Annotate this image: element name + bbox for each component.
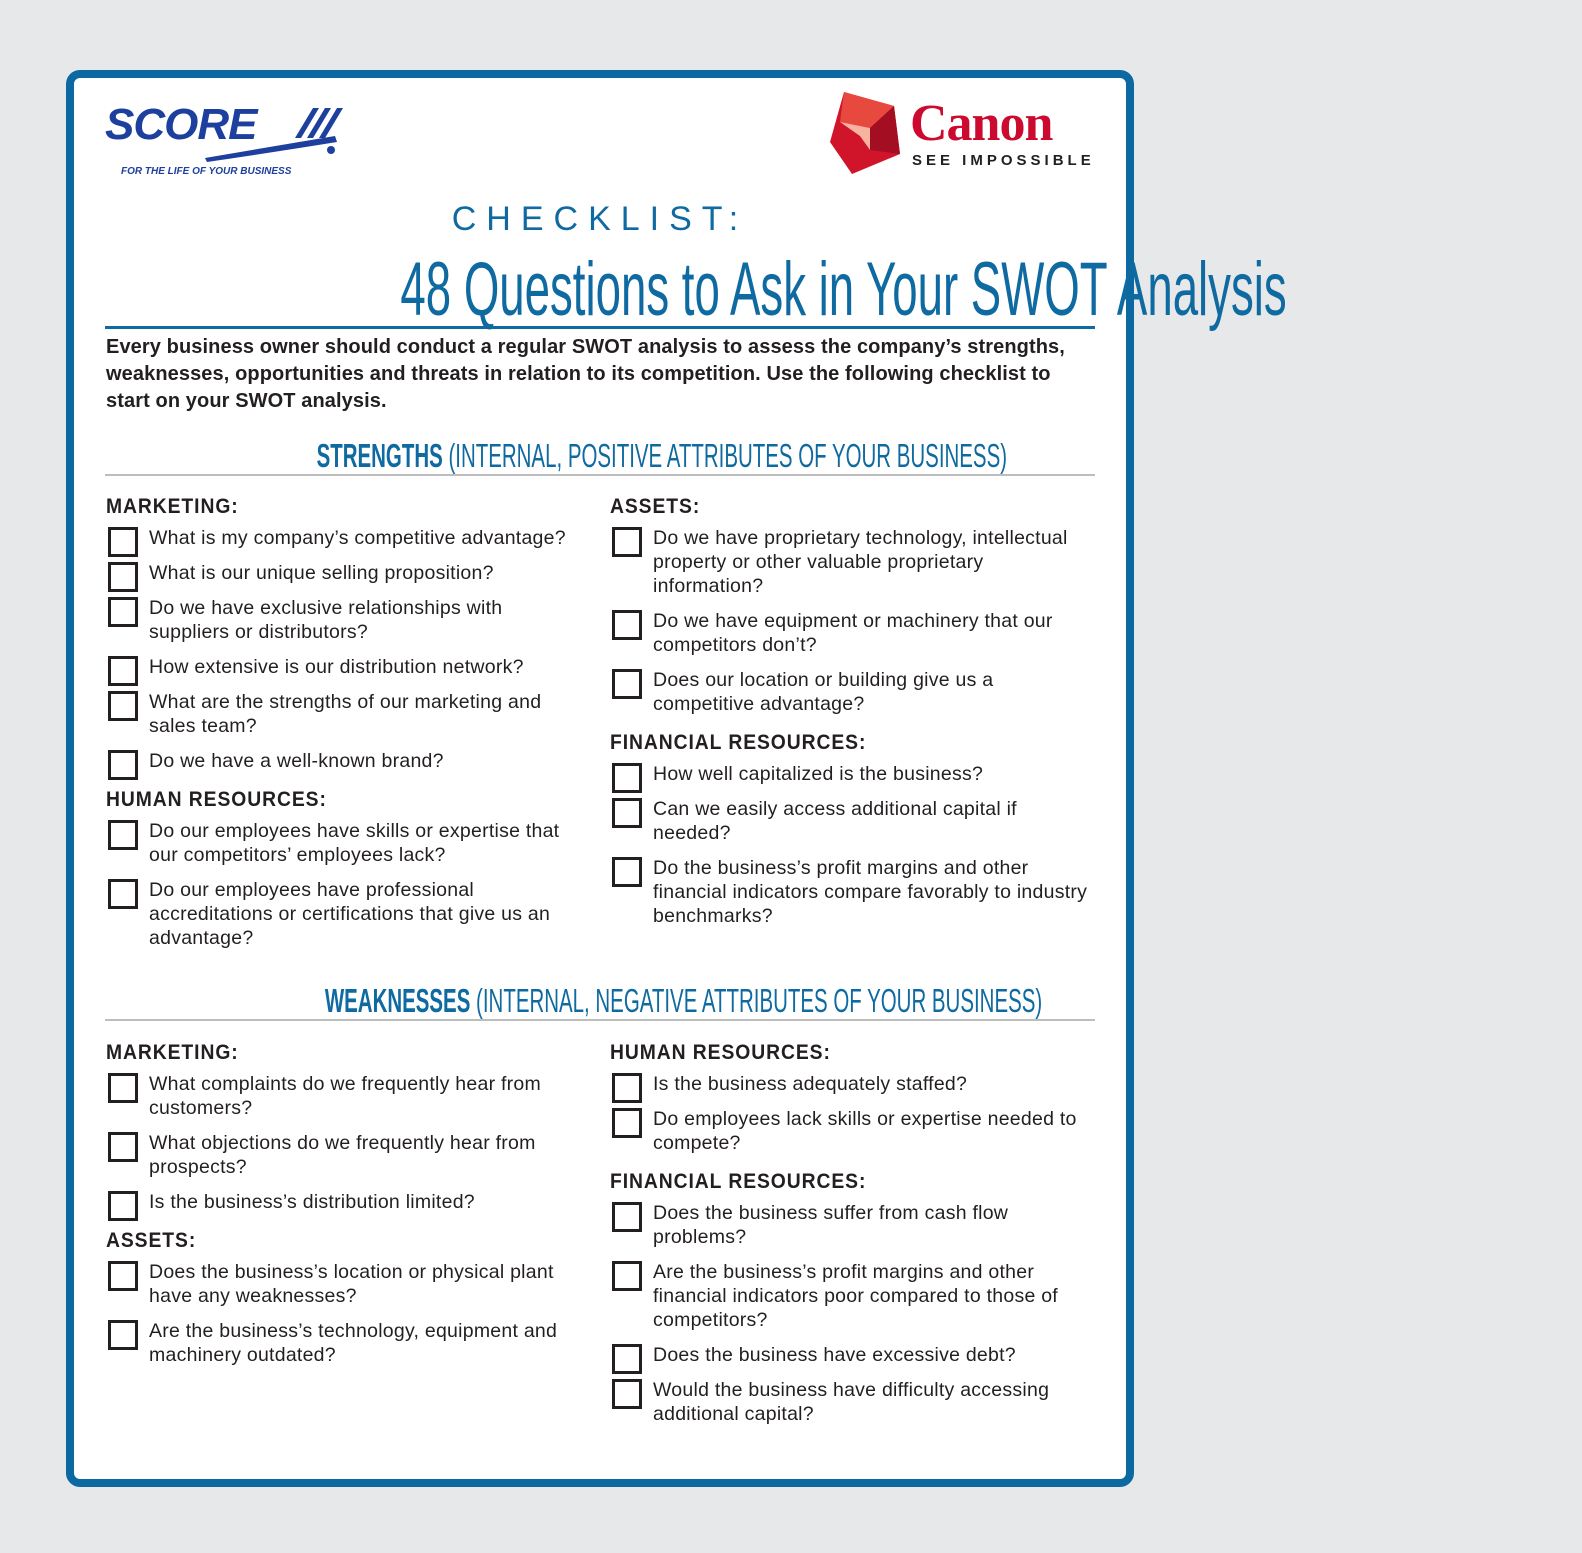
checkbox[interactable] [108,1132,138,1162]
checklist-item [106,690,586,738]
score-swoosh-icon [255,102,345,162]
checklist-item [106,749,586,773]
checklist-item [610,1343,1090,1367]
canon-cube-icon [830,92,902,174]
section-subtitle: (INTERNAL, POSITIVE ATTRIBUTES OF YOUR BUSINESS) [442,437,1008,474]
intro-paragraph: Every business owner should conduct a regular SWOT analysis to assess the company’s strengths, weaknesses, opportunities and threats in relation to its competition. Use the following checklist to start on your SWOT analysis. [106,336,1065,412]
checklist-question: Do our employees have skills or expertise that our competitors’ employees lack? [149,820,560,866]
checkbox[interactable] [612,527,642,557]
checklist-question: Do we have equipment or machinery that our competitors don’t? [653,610,1053,656]
canon-logo [830,92,1095,179]
checklist-item [106,819,586,867]
subsection-heading: ASSETS: [106,1229,197,1252]
checklist-question: Does the business have excessive debt? [653,1344,1016,1366]
checklist-question: How well capitalized is the business? [653,763,984,785]
subsection-heading: FINANCIAL RESOURCES: [610,1170,867,1193]
checklist-item [610,1107,1090,1155]
checklist-question: Do our employees have professional accreditations or certifications that give us an advantage? [149,879,551,949]
checklist-item [106,1260,586,1308]
checkbox[interactable] [108,750,138,780]
section-title: WEAKNESSES [324,982,471,1019]
section-heading-strengths [105,438,1095,476]
checklist-item [610,668,1090,716]
checkbox[interactable] [108,879,138,909]
checklist-question: Do we have proprietary technology, intellectual property or other valuable proprietary information? [653,527,1068,597]
checklist-item [610,1072,1090,1096]
checkbox[interactable] [108,656,138,686]
weaknesses-right-column [610,1040,1090,1437]
checklist-item [106,1072,586,1120]
checkbox[interactable] [612,1202,642,1232]
checklist-item [610,609,1090,657]
score-logo [105,100,292,177]
checklist-item [610,1260,1090,1332]
checklist-question: How extensive is our distribution network? [149,656,524,678]
page-title: 48 Questions to Ask in Your SWOT Analysis [400,247,1287,332]
checklist-question: Would the business have difficulty accessing additional capital? [653,1379,1050,1425]
checklist-question: Do we have exclusive relationships with suppliers or distributors? [149,597,503,643]
checklist-question: Is the business’s distribution limited? [149,1191,475,1213]
strengths-left-column [106,494,586,961]
checkbox[interactable] [108,820,138,850]
checkbox[interactable] [108,597,138,627]
score-wordmark: SCORE [105,100,257,149]
checklist-item [610,1201,1090,1249]
checklist-item [610,856,1090,928]
checklist-question: What is my company’s competitive advantage? [149,527,566,549]
checklist-question: Can we easily access additional capital if needed? [653,798,1017,844]
canon-tagline: SEE IMPOSSIBLE [912,152,1095,169]
checkbox[interactable] [108,562,138,592]
page-title-wrap [105,247,1287,332]
checklist-question: What objections do we frequently hear from prospects? [149,1132,536,1178]
checklist-question: Does the business’s location or physical plant have any weaknesses? [149,1261,554,1307]
checklist-item [610,1378,1090,1426]
checklist-item [106,526,586,550]
subsection-heading: HUMAN RESOURCES: [610,1041,831,1064]
checklist-question: Do we have a well-known brand? [149,750,444,772]
checkbox[interactable] [108,1320,138,1350]
checklist-item [610,762,1090,786]
checklist-question: Does our location or building give us a competitive advantage? [653,669,994,715]
checkbox[interactable] [612,857,642,887]
checklist-item [106,596,586,644]
checklist-question: Do employees lack skills or expertise needed to compete? [653,1108,1077,1154]
checklist-question: Do the business’s profit margins and other financial indicators compare favorably to industry benchmarks? [653,857,1088,927]
checkbox[interactable] [612,610,642,640]
subsection-heading: ASSETS: [610,495,701,518]
checklist-item [106,655,586,679]
checklist-question: What complaints do we frequently hear from customers? [149,1073,542,1119]
checklist-question: Is the business adequately staffed? [653,1073,968,1095]
checklist-item [106,1319,586,1367]
checklist-item [106,561,586,585]
checkbox[interactable] [612,763,642,793]
checkbox[interactable] [612,1261,642,1291]
section-subtitle: (INTERNAL, NEGATIVE ATTRIBUTES OF YOUR BUSINESS) [470,982,1043,1019]
checkbox[interactable] [612,1073,642,1103]
checkbox[interactable] [108,1261,138,1291]
score-tagline: FOR THE LIFE OF YOUR BUSINESS [121,166,292,177]
checkbox[interactable] [612,669,642,699]
checklist-item [106,1190,586,1214]
checklist-item [106,1131,586,1179]
checkbox[interactable] [612,1379,642,1409]
subsection-heading: MARKETING: [106,1041,239,1064]
subsection-heading: HUMAN RESOURCES: [106,788,327,811]
checkbox[interactable] [108,1073,138,1103]
checklist-item [610,526,1090,598]
checklist-item [610,797,1090,845]
checkbox[interactable] [612,1108,642,1138]
subsection-heading: MARKETING: [106,495,239,518]
section-heading-weaknesses [105,983,1095,1021]
checklist-kicker: CHECKLIST: [451,200,749,238]
canon-wordmark: Canon [910,95,1053,152]
checkbox[interactable] [612,798,642,828]
checklist-question: Are the business’s profit margins and other financial indicators poor compared to those of competitors? [653,1261,1058,1331]
checkbox[interactable] [108,1191,138,1221]
checklist-question: What are the strengths of our marketing and sales team? [149,691,542,737]
checklist-item [106,878,586,950]
weaknesses-left-column [106,1040,586,1378]
subsection-heading: FINANCIAL RESOURCES: [610,731,867,754]
checkbox[interactable] [108,527,138,557]
checkbox[interactable] [108,691,138,721]
section-title: STRENGTHS [316,437,443,474]
checklist-question: Does the business suffer from cash flow problems? [653,1202,1009,1248]
checklist-question: Are the business’s technology, equipment and machinery outdated? [149,1320,558,1366]
strengths-right-column [610,494,1090,939]
checkbox[interactable] [612,1344,642,1374]
checklist-question: What is our unique selling proposition? [149,562,494,584]
